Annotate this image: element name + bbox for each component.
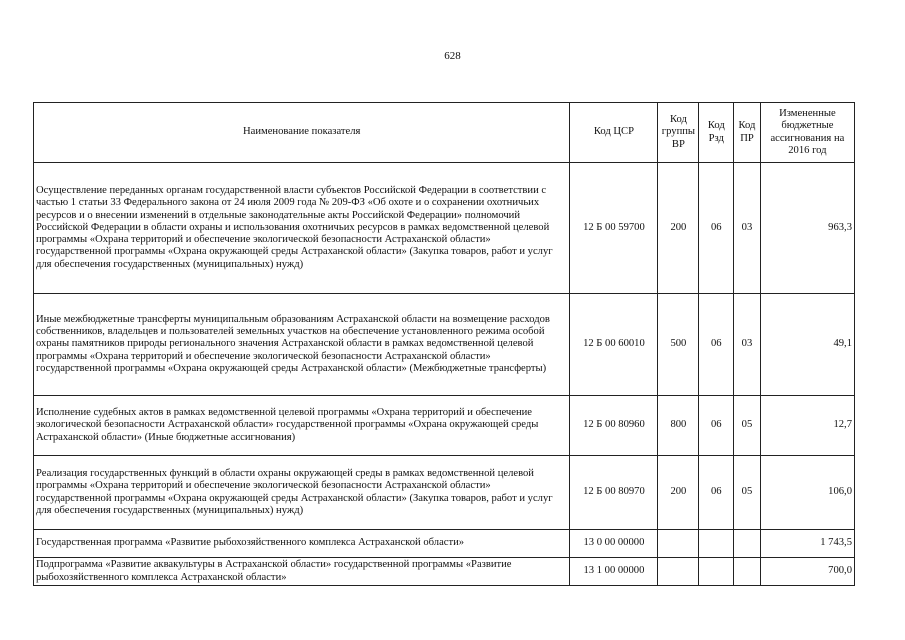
row-pr [734, 530, 761, 558]
row-vr: 500 [658, 294, 699, 396]
row-name: Иные межбюджетные трансферты муниципальным образованиям Астраханской области на возмещение расходов собственников, владельцев и пользователей земельных участков на обеспечение установленного режима особой охраны памятников природы регионального значения Астраханской области в рамках ведомственной целевой программы «Охрана территорий и обеспечение экологической безопасности Астраханской области» государственной программы «Охрана окружающей среды Астраханской области» (Межбюджетные трансферты) [34, 294, 570, 396]
row-name: Исполнение судебных актов в рамках ведомственной целевой программы «Охрана территорий и обеспечение экологической безопасности Астраханской области» государственной программы «Охрана окружающей среды Астраханской области» (Иные бюджетные ассигнования) [34, 396, 570, 456]
row-vr: 800 [658, 396, 699, 456]
row-pr: 05 [734, 396, 761, 456]
row-rzd [699, 558, 734, 586]
table-row [34, 163, 855, 294]
row-csr: 13 1 00 00000 [570, 558, 658, 586]
table-row [34, 294, 855, 396]
row-amount: 49,1 [760, 294, 854, 396]
header-amount: Измененные бюджетные ассигнования на 2016 год [760, 103, 854, 163]
header-csr: Код ЦСР [570, 103, 658, 163]
row-rzd: 06 [699, 396, 734, 456]
row-csr: 12 Б 00 59700 [570, 163, 658, 294]
row-pr [734, 558, 761, 586]
row-csr: 13 0 00 00000 [570, 530, 658, 558]
row-name: Государственная программа «Развитие рыбохозяйственного комплекса Астраханской области» [34, 530, 570, 558]
header-name: Наименование показателя [34, 103, 570, 163]
row-amount: 1 743,5 [760, 530, 854, 558]
row-rzd [699, 530, 734, 558]
header-rzd: Код Рзд [699, 103, 734, 163]
row-rzd: 06 [699, 163, 734, 294]
header-vr: Код группы ВР [658, 103, 699, 163]
row-amount: 12,7 [760, 396, 854, 456]
row-pr: 03 [734, 294, 761, 396]
row-vr [658, 530, 699, 558]
row-csr: 12 Б 00 80970 [570, 456, 658, 530]
row-pr: 03 [734, 163, 761, 294]
table-row [34, 530, 855, 558]
row-rzd: 06 [699, 456, 734, 530]
row-name: Подпрограмма «Развитие аквакультуры в Астраханской области» государственной программы «Развитие рыбохозяйственного комплекса Астраханской области» [34, 558, 570, 586]
page-number: 628 [444, 50, 461, 62]
row-name: Реализация государственных функций в области охраны окружающей среды в рамках ведомственной целевой программы «Охрана территорий и обеспечение экологической безопасности Астраханской области» государственной программы «Охрана окружающей среды Астраханской области» (Закупка товаров, работ и услуг для обеспечения государственных (муниципальных) нужд) [34, 456, 570, 530]
row-amount: 106,0 [760, 456, 854, 530]
table-row [34, 558, 855, 586]
table-row [34, 396, 855, 456]
row-rzd: 06 [699, 294, 734, 396]
table-row [34, 456, 855, 530]
budget-table [33, 102, 855, 586]
row-name: Осуществление переданных органам государственной власти субъектов Российской Федерации в соответствии с частью 1 статьи 33 Федерального закона от 24 июля 2009 года № 209-ФЗ «Об охоте и о сохранении охотничьих ресурсов и о внесении изменений в отдельные законодательные акты Российской Федерации» полномочий Российской Федерации в области охраны и использования охотничьих ресурсов в рамках ведомственной целевой программы «Охрана территорий и обеспечение экологической безопасности Астраханской области» государственной программы «Охрана окружающей среды Астраханской области» (Закупка товаров, работ и услуг для обеспечения государственных (муниципальных) нужд) [34, 163, 570, 294]
row-csr: 12 Б 00 80960 [570, 396, 658, 456]
row-amount: 963,3 [760, 163, 854, 294]
row-pr: 05 [734, 456, 761, 530]
row-vr: 200 [658, 456, 699, 530]
row-vr: 200 [658, 163, 699, 294]
row-csr: 12 Б 00 60010 [570, 294, 658, 396]
table-header-row [34, 103, 855, 163]
row-amount: 700,0 [760, 558, 854, 586]
row-vr [658, 558, 699, 586]
header-pr: Код ПР [734, 103, 761, 163]
